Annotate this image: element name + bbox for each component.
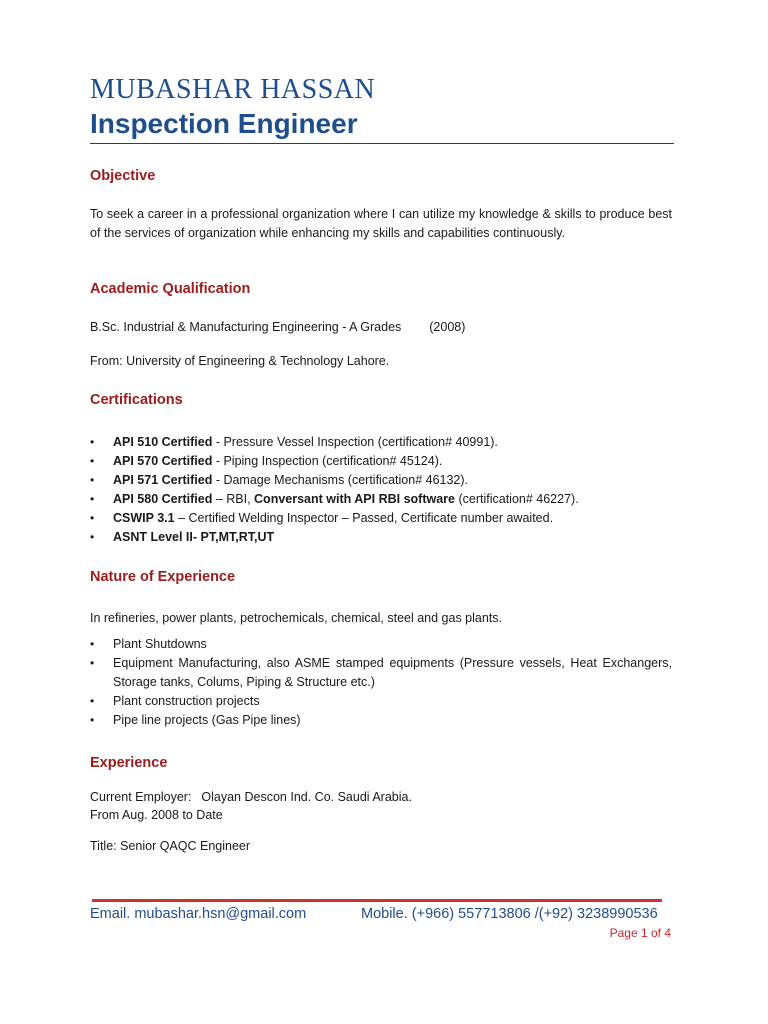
bullet-icon: • [90,435,95,449]
footer-email: Email. mubashar.hsn@gmail.com [90,906,307,922]
employer-name: Olayan Descon Ind. Co. Saudi Arabia. [201,790,412,804]
certifications-list [90,433,672,547]
employer-label: Current Employer: [90,790,192,804]
objective-text: To seek a career in a professional organization where I can utilize my knowledge & skills to produce best of the services of organization while enhancing my skills and capabilities continuously. [90,207,672,240]
footer-mobile: Mobile. (+966) 557713806 /(+92) 3238990536 [361,906,658,922]
list-item: • API 580 Certified – RBI, Conversant with API RBI software (certification# 46227). [90,490,672,509]
nature-heading: Nature of Experience [90,569,236,585]
list-item: • API 510 Certified - Pressure Vessel Inspection (certification# 40991). [90,433,672,452]
employment-period: From Aug. 2008 to Date [90,808,223,822]
header-divider [90,143,674,144]
list-item: • Pipe line projects (Gas Pipe lines) [90,711,672,730]
bullet-icon: • [90,530,95,544]
position-title: Title: Senior QAQC Engineer [90,839,251,853]
candidate-name: MUBASHAR HASSAN [90,74,376,105]
bullet-icon: • [90,454,95,468]
objective-heading: Objective [90,168,156,184]
academic-heading: Academic Qualification [90,281,251,297]
job-title: Inspection Engineer [90,108,358,139]
list-item: • CSWIP 3.1 – Certified Welding Inspector – Passed, Certificate number awaited. [90,509,672,528]
bullet-icon: • [90,637,95,651]
list-item: • ASNT Level II- PT,MT,RT,UT [90,528,672,547]
degree-year: (2008) [429,320,466,334]
nature-intro: In refineries, power plants, petrochemicals, chemical, steel and gas plants. [90,611,503,625]
list-item: • Plant construction projects [90,692,672,711]
certifications-heading: Certifications [90,392,183,408]
bullet-icon: • [90,656,95,670]
university-line: From: University of Engineering & Technology Lahore. [90,354,390,368]
bullet-icon: • [90,511,95,525]
experience-heading: Experience [90,755,168,771]
bullet-icon: • [90,713,95,727]
page-number: Page 1 of 4 [609,926,671,940]
bullet-icon: • [90,473,95,487]
list-item: • API 571 Certified - Damage Mechanisms (certification# 46132). [90,471,672,490]
degree-line [90,318,465,337]
bullet-icon: • [90,492,95,506]
degree-text: B.Sc. Industrial & Manufacturing Engineering - A Grades [90,320,402,334]
footer-divider [92,899,662,902]
employer-line [90,788,412,807]
list-item: • API 570 Certified - Piping Inspection (certification# 45124). [90,452,672,471]
nature-list [90,635,672,730]
list-item: • Plant Shutdowns [90,635,672,654]
list-item: • Equipment Manufacturing, also ASME stamped equipments (Pressure vessels, Heat Exchangers, Storage tanks, Colums, Piping & Structure etc.) [90,656,672,689]
bullet-icon: • [90,694,95,708]
